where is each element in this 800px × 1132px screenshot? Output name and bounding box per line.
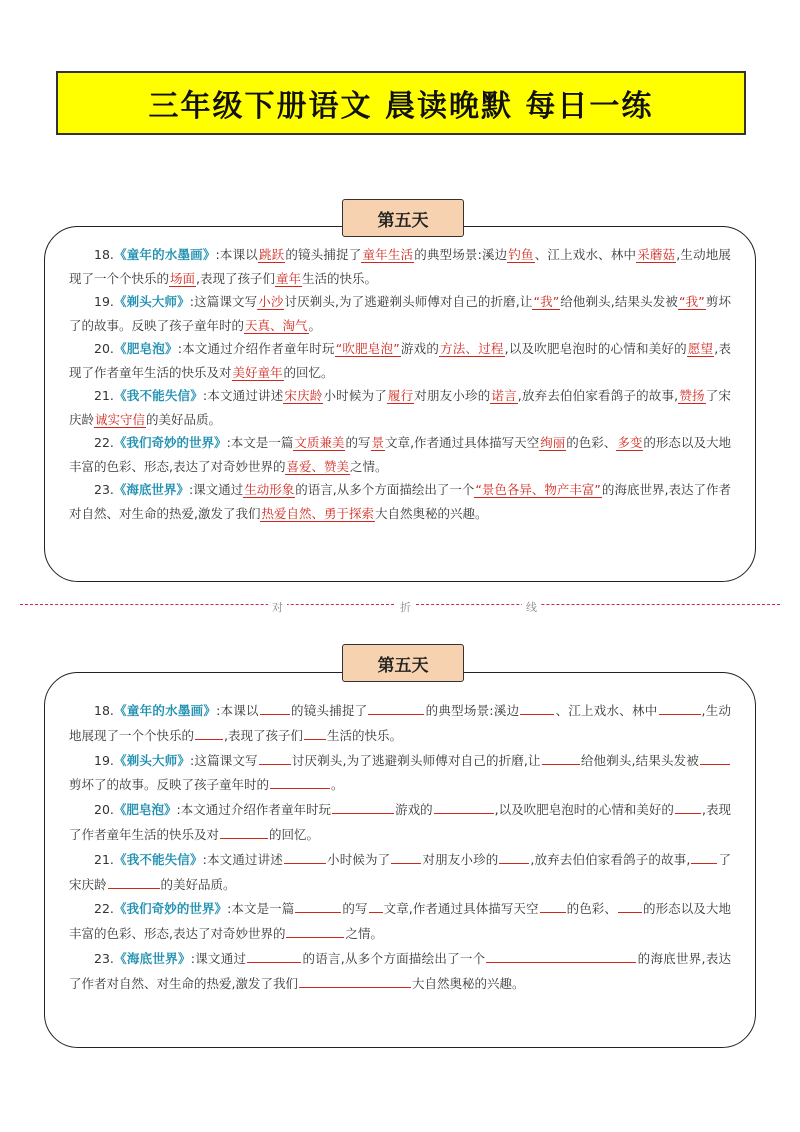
blank-line	[260, 700, 290, 715]
answer-text: 赞扬	[679, 388, 705, 403]
blank-card	[44, 672, 756, 1048]
text-segment: ,以及吹肥皂泡时的心情和美好的	[504, 341, 687, 356]
lesson-title: 《肥皂泡》	[113, 802, 177, 818]
blank-line	[247, 948, 301, 963]
text-segment: 剪坏了的故事。反映了孩子童年时的	[69, 777, 270, 793]
blank-line	[486, 948, 636, 963]
lesson-title: 《我不能失信》	[113, 388, 203, 403]
text-segment: 给他剃头,结果头发被	[580, 752, 699, 768]
text-segment: ,以及吹肥皂泡时的心情和美好的	[494, 802, 674, 818]
lesson-title: 《我不能失信》	[113, 851, 203, 867]
text-segment: 给他剃头,结果头发被	[560, 294, 679, 309]
text-segment: 、江上戏水、林中	[534, 247, 637, 262]
lesson-title: 《剃头大师》	[113, 294, 190, 309]
lesson-title: 《海底世界》	[113, 950, 191, 966]
item-number: 21.	[94, 851, 114, 867]
text-segment: 讨厌剃头,为了逃避剃头师傅对自己的折磨,让	[284, 294, 533, 309]
answer-text: 绚丽	[540, 435, 566, 450]
text-segment: 之情。	[350, 458, 388, 474]
text-segment: :本文通过介绍作者童年时玩	[177, 341, 335, 356]
blank-line	[675, 799, 701, 814]
text-segment: 生活的快乐。	[327, 727, 403, 743]
text-segment: 对朋友小珍的	[414, 388, 491, 403]
day-tag-answers: 第五天	[342, 199, 464, 237]
text-segment: 大自然奥秘的兴趣。	[375, 505, 488, 521]
item-number: 19.	[94, 294, 114, 309]
text-segment: ,放弃去伯伯家看鸽子的故事,	[517, 388, 679, 403]
lesson-title: 《剃头大师》	[113, 752, 191, 768]
blank-line	[259, 750, 291, 765]
text-segment: 剪坏了的故事。反映了孩子童年时的	[69, 294, 731, 333]
text-segment: ,表现了孩子们	[224, 727, 303, 743]
text-segment: 的海底世界,表达了作者对自然、对生命的热爱,激发了我们	[69, 950, 731, 991]
answer-text: 钓鱼	[508, 247, 534, 262]
answer-text: 景	[371, 435, 385, 450]
answer-text: 美好童年	[232, 364, 283, 380]
blank-line	[700, 750, 730, 765]
text-segment: 的美好品质。	[146, 411, 222, 427]
text-segment: 的形态以及大地丰富的色彩、形态,表达了对奇妙世界的	[69, 435, 731, 474]
text-segment: 。	[308, 317, 322, 333]
answer-card	[44, 226, 756, 582]
text-segment: 讨厌剃头,为了逃避剃头师傅对自己的折磨,让	[291, 752, 541, 768]
text-segment: 的写	[345, 435, 371, 450]
lesson-title: 《童年的水墨画》	[113, 703, 217, 718]
text-segment: 。	[331, 777, 344, 793]
text-segment: 的语言,从多个方面描绘出了一个	[295, 482, 475, 497]
blank-line	[391, 849, 421, 864]
text-segment: :本文通过讲述	[202, 851, 283, 867]
text-segment: ,表现了作者童年生活的快乐及对	[69, 802, 731, 842]
lesson-title: 《童年的水墨画》	[113, 247, 216, 262]
answer-text: 生动形象	[244, 482, 295, 497]
exercise-item	[69, 384, 731, 431]
text-segment: :本文是一篇	[227, 901, 295, 917]
blank-line	[286, 923, 344, 938]
item-number: 23.	[94, 950, 114, 966]
page-title: 三年级下册语文 晨读晚默 每日一练	[148, 89, 654, 124]
blank-line	[304, 725, 326, 740]
text-segment: 了宋庆龄	[69, 388, 731, 427]
exercise-item	[69, 848, 731, 898]
blank-line	[332, 799, 394, 814]
blank-line	[368, 700, 424, 715]
blank-content	[69, 699, 731, 997]
blank-line	[540, 898, 566, 913]
exercise-item	[69, 478, 731, 525]
text-segment: ,放弃去伯伯家看鸽子的故事,	[530, 851, 691, 867]
text-segment: 对朋友小珍的	[422, 851, 499, 867]
text-segment: 的镜头捕捉了	[285, 247, 362, 262]
item-number: 20.	[94, 802, 114, 818]
item-number: 22.	[94, 435, 114, 450]
text-segment: 的镜头捕捉了	[290, 703, 368, 718]
fold-label-1: 对	[268, 599, 287, 615]
text-segment: 小时候为了	[326, 851, 391, 867]
item-number: 19.	[94, 752, 114, 768]
text-segment: 的典型场景:溪边	[425, 703, 520, 718]
answer-text: 童年	[276, 270, 302, 286]
text-segment: 的美好品质。	[160, 876, 236, 892]
answer-text: “吹肥皂泡”	[335, 341, 400, 356]
answer-text: 宋庆龄	[284, 388, 323, 403]
answer-text: “景色各异、物产丰富”	[475, 482, 601, 497]
blank-line	[691, 849, 717, 864]
text-segment: 的写	[342, 901, 368, 917]
text-segment: :课文通过	[188, 482, 244, 497]
item-number: 22.	[94, 901, 114, 917]
text-segment: ,生动地展现了一个个快乐的	[69, 703, 731, 743]
blank-line	[369, 898, 383, 913]
text-segment: :这篇课文写	[189, 294, 258, 309]
blank-line	[220, 824, 268, 839]
answer-text: 场面	[170, 270, 196, 286]
answer-text: 文质兼美	[294, 435, 345, 450]
answer-content	[69, 243, 731, 525]
blank-line	[659, 700, 701, 715]
text-segment: 游戏的	[400, 341, 440, 356]
answer-text: 履行	[387, 388, 414, 403]
exercise-item	[69, 947, 731, 997]
answer-text: 喜爱、赞美	[286, 458, 349, 474]
text-segment: :本文通过讲述	[202, 388, 284, 403]
text-segment: 的形态以及大地丰富的色彩、形态,表达了对奇妙世界的	[69, 901, 731, 942]
lesson-title: 《肥皂泡》	[113, 341, 178, 356]
text-segment: :本课以	[215, 247, 258, 262]
answer-text: 方法、过程	[440, 341, 504, 356]
item-number: 18.	[94, 703, 114, 718]
text-segment: :课文通过	[190, 950, 247, 966]
answer-text: 天真、淘气	[245, 317, 308, 333]
item-number: 20.	[94, 341, 114, 356]
answer-text: 诺言	[491, 388, 517, 403]
answer-text: 采蘑菇	[637, 247, 676, 262]
item-number: 23.	[94, 482, 114, 497]
text-segment: :本文是一篇	[226, 435, 294, 450]
text-segment: 的典型场景:溪边	[414, 247, 508, 262]
text-segment: ,表现了作者童年生活的快乐及对	[69, 341, 731, 380]
text-segment: 小时候为了	[323, 388, 387, 403]
exercise-item	[69, 749, 731, 799]
blank-line	[270, 774, 330, 789]
blank-line	[284, 849, 326, 864]
text-segment: :本课以	[216, 703, 259, 718]
lesson-title: 《我们奇妙的世界》	[113, 435, 227, 450]
exercise-item	[69, 798, 731, 848]
blank-line	[195, 725, 223, 740]
blank-line	[434, 799, 494, 814]
fold-label-2: 折	[396, 599, 415, 615]
day-tag-blanks: 第五天	[342, 644, 464, 682]
answer-text: 多变	[617, 435, 643, 450]
text-segment: 文章,作者通过具体描写天空	[383, 901, 539, 917]
blank-line	[295, 898, 341, 913]
text-segment: 的回忆。	[283, 364, 334, 380]
text-segment: 的色彩、	[566, 901, 617, 917]
exercise-item	[69, 337, 731, 384]
answer-text: 童年生活	[362, 247, 414, 262]
answer-text: “我”	[533, 294, 560, 309]
text-segment: 之情。	[345, 926, 383, 942]
blank-line	[499, 849, 529, 864]
text-segment: 文章,作者通过具体描写天空	[385, 435, 540, 450]
text-segment: 的语言,从多个方面描绘出了一个	[302, 950, 486, 966]
fold-label-3: 线	[522, 599, 541, 615]
blank-line	[542, 750, 580, 765]
blank-line	[108, 874, 160, 889]
text-segment: :本文通过介绍作者童年时玩	[176, 802, 332, 818]
text-segment: ,表现了孩子们	[196, 270, 276, 286]
text-segment: 了宋庆龄	[69, 851, 731, 892]
text-segment: 生活的快乐。	[302, 270, 378, 286]
answer-text: 愿望	[687, 341, 714, 356]
answer-text: 诚实守信	[95, 411, 146, 427]
exercise-item	[69, 243, 731, 290]
blank-line	[299, 973, 411, 988]
answer-text: “我”	[679, 294, 705, 309]
exercise-item	[69, 897, 731, 947]
title-banner	[56, 71, 746, 135]
text-segment: 的海底世界,表达了作者对自然、对生命的热爱,激发了我们	[69, 482, 731, 521]
exercise-item	[69, 290, 731, 337]
lesson-title: 《海底世界》	[113, 482, 189, 497]
exercise-item	[69, 699, 731, 749]
answer-text: 热爱自然、勇于探索	[261, 505, 374, 521]
text-segment: ,生动地展现了一个个快乐的	[69, 247, 731, 286]
blank-line	[520, 700, 554, 715]
text-segment: 大自然奥秘的兴趣。	[411, 975, 525, 991]
text-segment: 、江上戏水、林中	[555, 703, 658, 718]
item-number: 21.	[94, 388, 114, 403]
lesson-title: 《我们奇妙的世界》	[113, 901, 228, 917]
text-segment: 游戏的	[395, 802, 433, 818]
text-segment: 的回忆。	[269, 826, 320, 842]
answer-text: 小沙	[258, 294, 284, 309]
text-segment: :这篇课文写	[190, 752, 258, 768]
item-number: 18.	[94, 247, 114, 262]
answer-text: 跳跃	[258, 247, 285, 262]
exercise-item	[69, 431, 731, 478]
text-segment: 的色彩、	[566, 435, 617, 450]
blank-line	[618, 898, 642, 913]
